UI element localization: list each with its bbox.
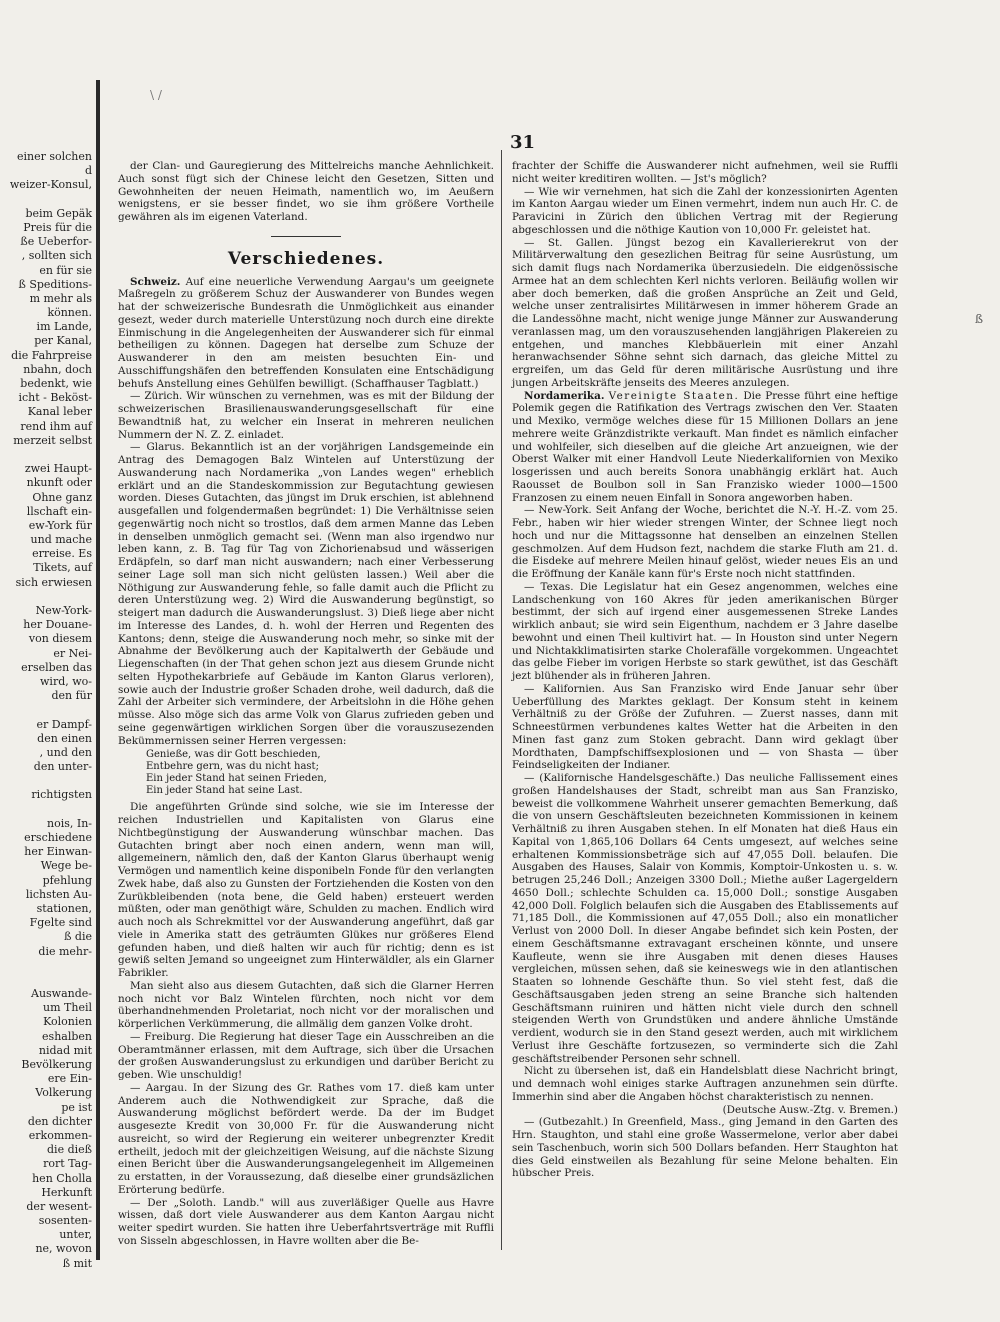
- nordamerika-subhead: Vereinigte Staaten.: [608, 389, 740, 402]
- previous-page-line: [0, 973, 92, 987]
- schweiz-paragraph: [118, 276, 494, 391]
- previous-page-line: erreise. Es: [32, 547, 92, 561]
- poem: [146, 749, 494, 797]
- margin-mark: ß: [975, 312, 984, 326]
- page-number: 31: [510, 132, 536, 153]
- previous-page-line: d: [84, 164, 92, 178]
- previous-page-line: [0, 959, 92, 973]
- previous-page-line: rort Tag-: [43, 1157, 92, 1171]
- previous-page-line: Herkunft: [41, 1185, 92, 1199]
- column-divider: [501, 150, 502, 1250]
- gutbezahlt-paragraph: — (Gutbezahlt.) In Greenfield, Mass., ging Jemand in den Garten des Hrn. Staughton, und stahl eine große Wassermelone, verlor aber dabei sein Taschenbuch, worin sich 500 Dollars befanden. Herr Staughton hat dies Geld einstweilen als Bezahlung für seine Melone behalten. Ein hübscher Preis.: [512, 1116, 898, 1180]
- previous-page-line: die dieß: [47, 1143, 92, 1157]
- handel-paragraph-1: — (Kalifornische Handelsgeschäfte.) Das neuliche Fallissement eines großen Handelshauses der Stadt, schreibt man aus San Franzisko, beweist die vollkommene Wahrheit unserer gemachten Bemerkung, daß die von unsern Geschäftsleuten bezeichneten Kommissionen in keinem Verhältniß zu ihren Ausgaben stehen. In elf Monaten hat dieß Haus ein Kapital von 1,865,106 Dollars 64 Cents umgesezt, auf welches seine erhaltenen Kommissionsbeträge sich auf 47,055 Doll. belaufen. Die Ausgaben des Hauses, Salair von Kommis, Komptoir-Unkosten u. s. w. betrugen 25,246 Doll.; Anzeigen 3300 Doll.; Miethe außer Lagergeldern 4650 Doll.; schlechte Schulden ca. 15,000 Doll.; sonstige Ausgaben 42,000 Doll. Folglich belaufen sich die Ausgaben des Etablissements auf 71,185 Doll., die Kommissionen auf 47,055 Doll.; also ein monatlicher Verlust von 2000 Doll. In dieser Angabe befindet sich kein Posten, der einem Geschäftsmanne extravagant erscheinen könnte, und unsere Kaufleute, wenn sie ihre Ausgaben mit denen dieses Hauses vergleichen, müssen sehen, daß sie keineswegs wie in den atlantischen Staaten so lohnende Geschäfte thun. So viel steht fest, daß die Geschäftsausgaben jeden streng an seine Branche sich haltenden Geschäftsmann ruiniren und hätten nicht viele durch den schnell steigenden Werth von Grundstüken und andere ähnliche Umstände verdient, wodurch sie in den Stand gesezt werden, auch mit wirklichem Verlust ihre Geschäfte fortzusezen, so verminderte sich die Zahl geschäftstreibender Personen sehr schnell.: [512, 772, 898, 1065]
- previous-page-line: pfehlung: [42, 873, 92, 887]
- previous-page-line: die Fahrpreise: [11, 348, 92, 362]
- st-gallen-paragraph: — St. Gallen. Jüngst bezog ein Kavallerierekrut von der Militärverwaltung den gesezlichen Beitrag für seine Ausrüstung, um sich damit flugs nach Nordamerika überzusiedeln. Die eidgenössische Armee hat an dem schlechten Kerl nichts verloren. Beiläufig wollen wir aber doch bemerken, daß die großen Ansprüche an Zeit und Geld, welche unser zentralisirtes Militärwesen in immer höherem Grade an die Landessöhne macht, nicht wenige junge Männer zur Auswanderung veranlassen mag, um den vorauszusehenden langjährigen Plakereien zu entgehen, und manches Klebbäuerlein mit einer Anzahl heranwachsender Söhne sehnt sich darnach, das gleiche Mittel zu ergreifen, um das Geld für deren militärische Ausrüstung und ihre jungen Arbeitskräfte jenseits des Meeres anzulegen.: [512, 236, 898, 389]
- solothurn-paragraph: — Der „Soloth. Landb." will aus zuverläßiger Quelle aus Havre wissen, daß dort viele Auswanderer aus dem Kanton Aargau nicht weiter spedirt wurden. Sie hatten ihre Ueberfahrtsverträge mit Ruffli von Sisseln abgeschlossen, in Havre wollten aber die Be-: [118, 1196, 494, 1247]
- previous-page-line: den für: [51, 689, 92, 703]
- previous-page-line: den unter-: [33, 760, 92, 774]
- previous-page-line: wird, wo-: [40, 674, 92, 688]
- previous-page-line: erkommen-: [28, 1128, 92, 1142]
- page-gutter: [96, 80, 100, 1260]
- left-column: [118, 160, 494, 1250]
- texas-paragraph: — Texas. Die Legislatur hat ein Gesez angenommen, welches eine Landschenkung von 160 Akres für jeden amerikanischen Bürger bestimmt, der sich auf irgend einer ausgemessenen Streke Landes wirklich anbaut; sie wird sein Eigenthum, nachdem er 3 Jahre daselbe bewohnt und einen Theil kultivirt hat. — In Houston sind unter Negern und Nichtakklimatisirten starke Cholerafälle vorgekommen. Ungeachtet das gelbe Fieber im vorigen Herbste so stark gewüthet, ist das Geschäft jezt blühender als in früheren Jahren.: [512, 580, 898, 682]
- previous-page-line: nidad mit: [38, 1043, 92, 1057]
- handel-source: (Deutsche Ausw.-Ztg. v. Bremen.): [722, 1103, 898, 1116]
- previous-page-line: zwei Haupt-: [24, 462, 92, 476]
- aargau-paragraph: — Aargau. In der Sizung des Gr. Rathes vom 17. dieß kam unter Anderem auch die Nothwendigkeit zur Sprache, daß die Auswanderung möglichst befördert werde. Da der im Budget ausgesezte Kredit von 30,000 Fr. für die Auswanderung nicht ausreicht, so wird der Regierung ein weiterer unbegrenzter Kredit ertheilt, jedoch mit der gleichzeitigen Weisung, auf die nächste Sizung einen Bericht über die Auswanderungsangelegenheit im Allgemeinen zu erstatten, in der Voraussezung, daß dieselbe einer grundsäzlichen Erörterung bedürfe.: [118, 1081, 494, 1196]
- previous-page-line: im Lande,: [36, 320, 92, 334]
- previous-page-line: m mehr als: [29, 291, 92, 305]
- previous-page-line: [0, 448, 92, 462]
- schweiz-label: Schweiz.: [130, 275, 181, 288]
- previous-page-line: nkunft oder: [26, 476, 92, 490]
- previous-page-line: der wesent-: [26, 1199, 92, 1213]
- glarus-paragraph-2: Die angeführten Gründe sind solche, wie sie im Interesse der reichen Industriellen und Kapitalisten von Glarus eine Nichtbegünstigung der Auswanderung wünschbar machen. Das Gutachten bringt aber noch einen andern, wenn man will, allgemeinern, nämlich den, daß der Kanton Glarus überhaupt wenig Vermögen und namentlich keine disponibeln Fonde für den verlangten Zwek habe, daß also zu Gunsten der Fortziehenden die Kosten von den Zurükbleibenden (nota bene, die Geld haben) ersteuert werden müßten, oder man genöthigt wäre, Schulden zu machen. Endlich wird auch noch als Schrekmittel vor der Auswanderung angeführt, daß gar viele in Amerika statt des geträumten Glükes nur größeres Elend gefunden haben, und dieß halten wir auch für richtig; denn es ist gewiß selten Jemand so ungeeignet zum Hinterwäldler, als ein Glarner Fabrikler.: [118, 801, 494, 979]
- previous-page-line: icht - Beköst-: [18, 391, 92, 405]
- section-title: Verschiedenes.: [227, 248, 385, 269]
- nordamerika-paragraph: [512, 390, 898, 505]
- previous-page-line: erselben das: [21, 660, 92, 674]
- schweiz-text: Auf eine neuerliche Verwendung Aargau's um geeignete Maßregeln zu größerem Schuz der Auswanderer von Bundes wegen hat der schweizerische Bundesrath die Unmöglichkeit aus einander gesezt, weder durch materielle Unterstüzung noch durch eine direkte Einmischung in die Angelegenheiten der Auswanderer sich für einmal betheiligen zu können. Dagegen hat derselbe zum Schuze der Auswanderer in den am meisten besuchten Ein- und Ausschiffungshäfen den betreffenden Konsulaten eine Entschädigung behufs Anstellung eines Gehülfen bewilligt. (Schaffhauser Tagblatt.): [118, 275, 494, 390]
- previous-page-line: Volkerung: [35, 1086, 92, 1100]
- previous-page-line: unter,: [59, 1228, 92, 1242]
- new-york-paragraph: — New-York. Seit Anfang der Woche, berichtet die N.-Y. H.-Z. vom 25. Febr., haben wir hier wieder strengen Winter, der Schnee liegt noch hoch und nur die Mittagssonne hat denselben an einzelnen Stellen geschmolzen. Auf dem Hudson fezt, nachdem die starke Fluth am 21. d. die Eisdeke auf mehrere Meilen hinauf gelöst, wieder neues Eis an und die Eröffnung der Kanäle kann für's Erste noch nicht stattfinden.: [512, 504, 898, 580]
- poem-line: Ein jeder Stand hat seine Last.: [146, 785, 303, 797]
- previous-page-line: den einen: [37, 731, 92, 745]
- previous-page-line: Fgelte sind: [29, 916, 92, 930]
- previous-page-line: [0, 803, 92, 817]
- previous-page-line: [0, 774, 92, 788]
- previous-page-line: hen Cholla: [32, 1171, 92, 1185]
- previous-page-line: erschiedene: [24, 831, 92, 844]
- previous-page-line: ß Speditions-: [18, 277, 92, 291]
- previous-page-line: en für sie: [39, 263, 92, 277]
- previous-page-line: [0, 703, 92, 717]
- glarus-paragraph-1: — Glarus. Bekanntlich ist an der vorjährigen Landsgemeinde ein Antrag des Demagogen Balz Wintelen auf Unterstüzung der Auswanderung nach Nordamerika „von Landes wegen" erheblich erklärt und an die Standeskommission zur Begutachtung gewiesen worden. Dieses Gutachten, das jüngst im Druk erschien, ist ablehnend ausgefallen und folgendermaßen begründet: 1) Die Verhältnisse seien gegenwärtig noch nicht so trostlos, daß dem armen Manne das Leben in denselben unmöglich gemacht sei. (Wenn man also irgendwo nur leben kann, z. B. Tag für Tag von Zichorienabsud und wässerigen Erdäpfeln, so darf man nicht auswandern; nach einer Verbesserung seiner Lage soll man sich nicht gelüsten lassen.) Weil aber die Nöthigung zur Auswanderung fehle, so falle damit auch die Pflicht zu deren Unterstüzung weg. 2) Wird die Auswanderung begünstigt, so steigert man dadurch die Auswanderungslust. 3) Dieß liege aber nicht im Interesse des Landes, d. h. wohl der Herren und Regenten des Kantons; denn, steige die Auswanderung noch mehr, so sinke mit der Abnahme der Bevölkerung auch der Kapitalwerth der Gebäude und Liegenschaften (in der That gehen schon jezt aus diesem Grunde nicht selten Hypothekarbriefe auf Gebäude im Kanton Glarus verloren), sowie auch der Industrie großer Schaden drohe, weil dadurch, daß die Zahl der Arbeiter sich vermindere, der Arbeitslohn in die Höhe gehen müsse. Also möge sich das arme Volk von Glarus zufrieden geben und seine gegenwärtigen wirklichen Sorgen über die vorauszusezenden Bekümmernissen seiner Herren vergessen:: [118, 441, 494, 747]
- previous-page-line: merzeit selbst: [13, 433, 92, 447]
- previous-page-line: rend ihm auf: [20, 419, 92, 433]
- previous-page-line: Preis für die: [23, 220, 92, 234]
- previous-page-line: per Kanal,: [34, 334, 92, 348]
- previous-page-line: ere Ein-: [47, 1072, 92, 1086]
- previous-page-line: ß die: [64, 930, 92, 944]
- previous-page-line: können.: [47, 306, 92, 320]
- zurich-paragraph: — Zürich. Wir wünschen zu vernehmen, was es mit der Bildung der schweizerischen Brasilienauswanderungsgesellschaft für eine Bewandtniß hat, zu welcher ein Inserat in mehreren neulichen Nummern der N. Z. Z. einladet.: [118, 390, 494, 441]
- previous-page-line: lichsten Au-: [25, 887, 92, 901]
- previous-page-line: er Dampf-: [36, 717, 92, 731]
- kalifornien-paragraph: — Kalifornien. Aus San Franzisko wird Ende Januar sehr über Ueberfüllung des Marktes geklagt. Der Konsum steht in keinem Verhältniß zu der Größe der Zufuhren. — Zuerst nasses, dann mit Schneestürmen verbundenes kaltes Wetter hat die Arbeiten in den Minen fast ganz zum Stoken gebracht. Dann wird geklagt über Mordthaten, Dampfschiffsexplosionen und — von Shasta — über Feindseligkeiten der Indianer.: [512, 682, 898, 772]
- previous-page-line: , und den: [39, 745, 92, 759]
- previous-page-line: Tikets, auf: [33, 561, 92, 575]
- previous-page-line: richtigsten: [31, 788, 92, 802]
- previous-page-line: beim Gepäk: [25, 206, 92, 220]
- continuation-paragraph: frachter der Schiffe die Auswanderer nicht aufnehmen, weil sie Ruffli nicht weiter kreditiren wollten. — Jst's möglich?: [512, 160, 898, 185]
- nordamerika-text: Die Presse führt eine heftige Polemik gegen die Ratifikation des Vertrags zwischen den Ver. Staaten und Mexiko, vermöge welches diese für 15 Millionen Dollars an jene mehrere weite Gränzdistrikte verkauft. Man findet es nämlich einfacher und wohlfeiler, sich dieselben auf die gleiche Art anzueignen, wie der Oberst Walker mit einer Handvoll Leute Niederkalifornien von Mexiko losgerissen und auch bereits Sonora unabhängig erklärt hat. Auch Raousset de Boulbon soll in San Franzisko wieder 1000—1500 Franzosen zu einem neuen Einfall in Sonora angeworben haben.: [512, 389, 899, 504]
- previous-page-line: New-York-: [35, 604, 92, 617]
- previous-page-line: bedenkt, wie: [20, 377, 92, 390]
- konzession-paragraph: — Wie wir vernehmen, hat sich die Zahl der konzessionirten Agenten im Kanton Aargau wieder um Einen vermehrt, indem nun auch Hr. C. de Paravicini in Zürich den üblichen Vertrag mit der Regierung abgeschlossen und die nöthige Kaution von 10,000 Fr. geleistet hat.: [512, 185, 898, 236]
- previous-page-column: [0, 150, 92, 1270]
- previous-page-line: um Theil: [43, 1001, 92, 1015]
- previous-page-line: die mehr-: [38, 944, 92, 958]
- previous-page-line: Kanal leber: [27, 405, 92, 419]
- previous-page-line: Kolonien: [43, 1015, 92, 1029]
- previous-page-line: Auswande-: [31, 987, 92, 1001]
- previous-page-line: her Douane-: [23, 618, 92, 632]
- right-column: [512, 160, 898, 1250]
- top-mark: \ /: [150, 88, 162, 102]
- previous-page-line: weizer-Konsul,: [9, 178, 92, 192]
- handel-paragraph-2: Nicht zu übersehen ist, daß ein Handelsblatt diese Nachricht bringt, und demnach wohl einiges starke Auftragen anzunehmen sein dürfte. Immerhin sind aber die Angaben höchst charakteristisch zu nennen.: [512, 1065, 898, 1103]
- nordamerika-label: Nordamerika.: [524, 389, 605, 402]
- previous-page-line: ß mit: [62, 1256, 92, 1270]
- previous-page-line: er Nei-: [53, 646, 92, 660]
- previous-page-line: stationen,: [36, 901, 92, 915]
- previous-page-line: eshalben: [42, 1029, 92, 1043]
- previous-page-line: sich erwiesen: [15, 575, 92, 589]
- previous-page-line: nbahn, doch: [23, 362, 92, 376]
- previous-page-line: und mache: [30, 533, 92, 547]
- previous-page-line: llschaft ein-: [26, 504, 92, 518]
- poem-line: Ein jeder Stand hat seinen Frieden,: [146, 773, 327, 785]
- section-rule: [271, 236, 341, 237]
- previous-page-line: ne, wovon: [35, 1242, 92, 1256]
- glarus-paragraph-3: Man sieht also aus diesem Gutachten, daß sich die Glarner Herren noch nicht vor Balz Wintelen fürchten, noch nicht vor dem überhandnehmenden Proletariat, noch nicht vor der moralischen und körperlichen Verkümmerung, die allmälig dem ganzen Volke droht.: [118, 979, 494, 1030]
- previous-page-line: , sollten sich: [21, 249, 92, 263]
- previous-page-line: einer solchen: [16, 150, 92, 163]
- previous-page-line: Wege be-: [40, 859, 92, 873]
- freiburg-paragraph: — Freiburg. Die Regierung hat dieser Tage ein Ausschreiben an die Oberamtmänner erlassen, mit dem Auftrage, sich über die Ursachen der großen Auswanderungslust zu erkundigen und darüber Bericht zu geben. Wie unschuldig!: [118, 1030, 494, 1081]
- previous-page-line: den dichter: [27, 1114, 92, 1128]
- previous-page-line: [0, 590, 92, 604]
- previous-page-line: [0, 193, 92, 207]
- intro-paragraph: der Clan- und Gauregierung des Mittelreichs manche Aehnlichkeit. Auch sonst fügt sich der Chinese leicht den Gesetzen, Sitten und Gewohnheiten der neuen Heimath, namentlich wo, im Aeußern wenigstens, er sie besser findet, wo sie ihm größere Vortheile gewähren als im eigenen Vaterland.: [118, 160, 494, 223]
- previous-page-line: sosenten-: [38, 1214, 92, 1228]
- poem-line: Entbehre gern, was du nicht hast;: [146, 761, 319, 773]
- poem-line: Genieße, was dir Gott beschieden,: [146, 749, 321, 761]
- previous-page-line: ße Ueberfor-: [20, 235, 92, 249]
- previous-page-line: Ohne ganz: [32, 490, 92, 504]
- previous-page-line: her Einwan-: [24, 845, 92, 859]
- previous-page-line: Bevölkerung: [21, 1058, 92, 1071]
- previous-page-line: pe ist: [61, 1100, 92, 1114]
- previous-page-line: von diesem: [28, 632, 92, 646]
- previous-page-line: ew-York für: [28, 518, 92, 532]
- previous-page-line: nois, In-: [46, 816, 92, 830]
